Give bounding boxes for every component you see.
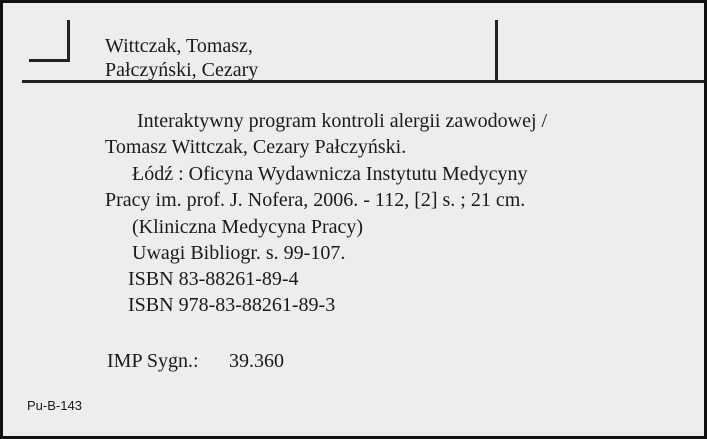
imprint-line-2: Pracy im. prof. J. Nofera, 2006. - 112, [2] s. ; 21 cm. <box>105 189 526 211</box>
isbn-10: ISBN 83-88261-89-4 <box>128 268 299 290</box>
imprint-line-1: Łódź : Oficyna Wydawnicza Instytutu Medycyny <box>132 163 528 185</box>
call-number-label: IMP Sygn.: <box>107 350 199 372</box>
corner-mark-vertical <box>67 20 70 61</box>
isbn-13: ISBN 978-83-88261-89-3 <box>128 294 336 316</box>
author-secondary: Pałczyński, Cezary <box>105 59 259 81</box>
heading-divider <box>495 20 498 82</box>
bibliography-note: Uwagi Bibliogr. s. 99-107. <box>132 242 346 264</box>
corner-mark-horizontal <box>29 59 70 62</box>
footer-code: Pu-B-143 <box>27 398 82 413</box>
title-line-2: Tomasz Wittczak, Cezary Pałczyński. <box>105 136 407 158</box>
author-primary: Wittczak, Tomasz, <box>105 35 253 57</box>
title-line-1: Interaktywny program kontroli alergii zawodowej / <box>137 110 548 132</box>
series-statement: (Kliniczna Medycyna Pracy) <box>132 216 364 238</box>
call-number-value: 39.360 <box>229 350 284 372</box>
